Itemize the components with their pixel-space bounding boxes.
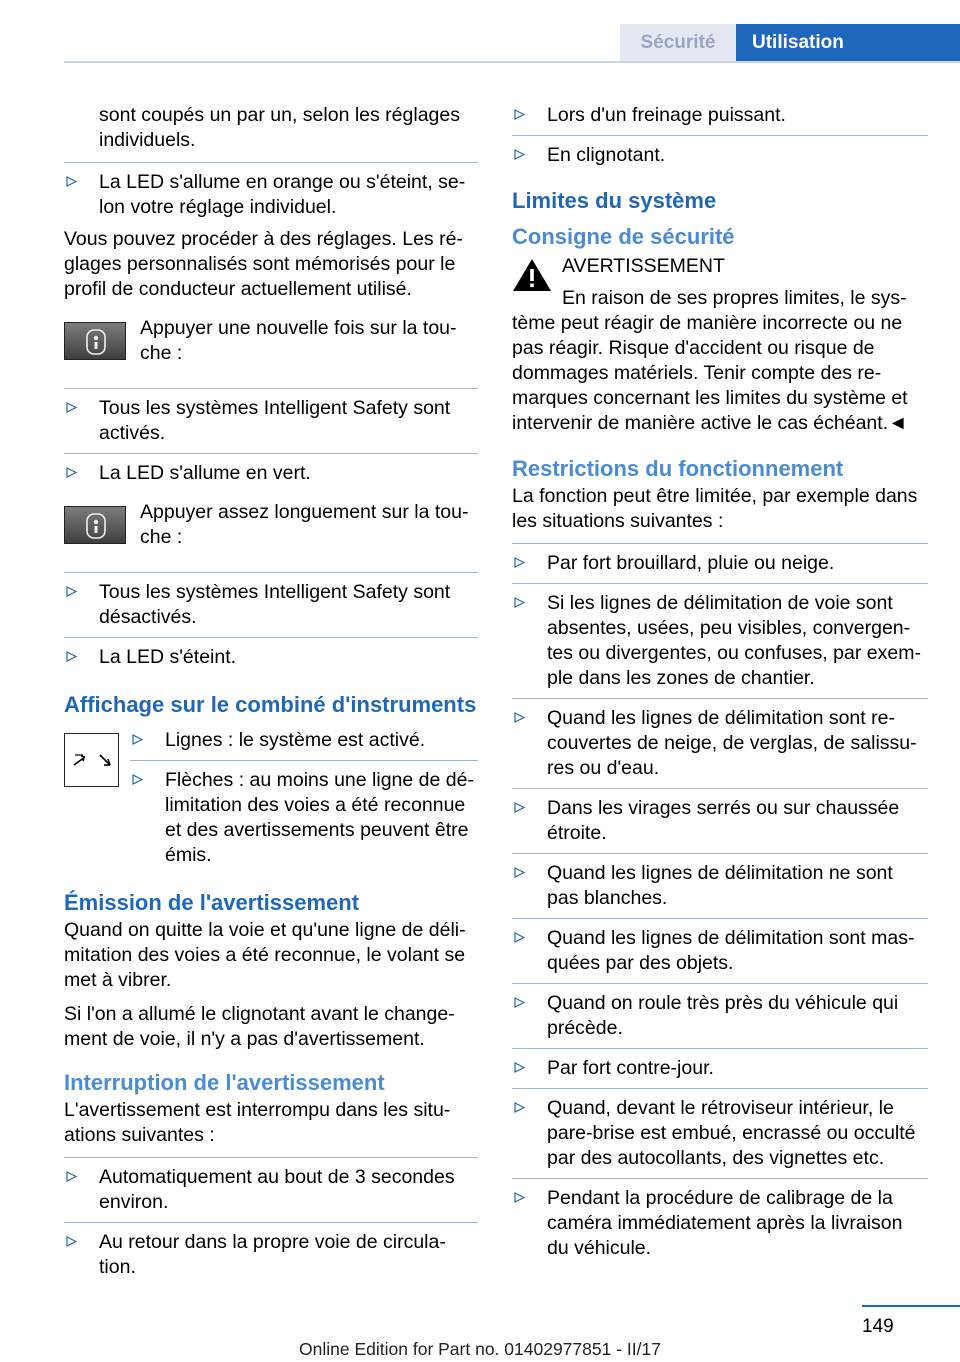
triangle-bullet-icon [514, 557, 525, 568]
subsection-heading: Restrictions du fonctionnement [512, 456, 844, 481]
triangle-bullet-icon [66, 402, 77, 413]
paragraph: Quand on quitte la voie et qu'une ligne de déli-mitation des voies a été reconnue, le volant se met à vibrer. [64, 919, 466, 991]
paragraph: Si l'on a allumé le clignotant avant le change-ment de voie, il n'y a pas d'avertissement. [64, 1003, 455, 1050]
triangle-bullet-icon [514, 597, 525, 608]
triangle-bullet-icon [66, 467, 77, 478]
list-item: Automatiquement au bout de 3 secondes environ. [64, 1165, 478, 1215]
button-instruction [64, 316, 478, 380]
bullet-divider [130, 760, 478, 761]
bullet-divider [64, 453, 478, 454]
triangle-bullet-icon [132, 734, 143, 745]
subsection-heading: Interruption de l'avertissement [64, 1070, 385, 1095]
bullet-divider [512, 543, 928, 544]
warning-text-first-line: En raison de ses propres limites, le sys- [562, 287, 907, 309]
triangle-bullet-icon [514, 109, 525, 120]
list-item: Dans les virages serrés ou sur chaussée étroite. [512, 796, 928, 846]
triangle-bullet-icon [514, 932, 525, 943]
list-item: Tous les systèmes Intelligent Safety sont activés. [64, 396, 478, 446]
list-item: Tous les systèmes Intelligent Safety sont désactivés. [64, 580, 478, 630]
bullet-divider [512, 788, 928, 789]
list-item: Lors d'un freinage puissant. [512, 103, 928, 128]
bullet-divider [512, 135, 928, 136]
section-heading: Émission de l'avertissement [64, 890, 360, 915]
section-heading: Affichage sur le combiné d'instruments [64, 692, 477, 717]
paragraph: La fonction peut être limitée, par exemple dans les situations suivantes : [512, 485, 918, 532]
list-item: Lignes : le système est activé. [130, 728, 478, 753]
warning-text: tème peut réagir de manière incorrecte ou ne pas réagir. Risque d'accident ou risque de dommages matériels. Tenir compte des re-marques concernant les limites du système et intervenir de manière active le cas échéant.◄ [512, 312, 908, 434]
section-heading: Limites du système [512, 188, 717, 213]
warning-triangle-icon [512, 258, 552, 292]
triangle-bullet-icon [66, 1171, 77, 1182]
triangle-bullet-icon [514, 1192, 525, 1203]
bullet-divider [512, 853, 928, 854]
bullet-divider [512, 583, 928, 584]
page-number: 149 [862, 1316, 894, 1337]
chapter-tab: Utilisation [736, 24, 960, 62]
triangle-bullet-icon [514, 712, 525, 723]
header-rule [64, 61, 960, 63]
continued-bullet-text: sont coupés un par un, selon les réglages individuels. [99, 104, 460, 151]
triangle-bullet-icon [66, 1236, 77, 1247]
left-column [64, 103, 478, 1287]
footer-rule [862, 1305, 960, 1307]
bullet-divider [64, 572, 478, 573]
subsection-heading: Consigne de sécurité [512, 224, 735, 249]
instruction-text: Appuyer une nouvelle fois sur la tou-che : [140, 317, 457, 364]
right-column [512, 103, 928, 1268]
list-item: Flèches : au moins une ligne de dé-limitation des voies a été reconnue et des avertissements peuvent être émis. [130, 768, 478, 868]
paragraph: L'avertissement est interrompu dans les situ-ations suivantes : [64, 1099, 451, 1146]
triangle-bullet-icon [514, 867, 525, 878]
list-item: La LED s'allume en orange ou s'éteint, se-lon votre réglage individuel. [64, 170, 478, 220]
triangle-bullet-icon [514, 997, 525, 1008]
list-item: Quand on roule très près du véhicule qui précède. [512, 991, 928, 1041]
intelligent-safety-button-icon [64, 322, 126, 360]
triangle-bullet-icon [514, 1102, 525, 1113]
button-instruction [64, 500, 478, 564]
list-item: Pendant la procédure de calibrage de la caméra immédiatement après la livraison du véhicule. [512, 1186, 928, 1261]
triangle-bullet-icon [66, 586, 77, 597]
triangle-bullet-icon [514, 149, 525, 160]
bullet-divider [512, 1178, 928, 1179]
triangle-bullet-icon [66, 651, 77, 662]
list-item: Si les lignes de délimitation de voie sont absentes, usées, peu visibles, convergen-tes ou divergentes, ou confuses, par exem-ple dans les zones de chantier. [512, 591, 928, 691]
warning-block [512, 254, 928, 436]
bullet-divider [64, 637, 478, 638]
bullet-divider [64, 1157, 478, 1158]
list-item: Quand les lignes de délimitation sont mas-quées par des objets. [512, 926, 928, 976]
paragraph: Vous pouvez procéder à des réglages. Les ré-glages personnalisés sont mémorisés pour le profil de conducteur actuellement utilisé. [64, 228, 463, 300]
section-tab: Sécurité [620, 24, 736, 62]
bullet-divider [512, 1088, 928, 1089]
list-item: Au retour dans la propre voie de circula-tion. [64, 1230, 478, 1280]
intelligent-safety-button-icon [64, 506, 126, 544]
bullet-divider [512, 698, 928, 699]
bullet-divider [64, 1222, 478, 1223]
warning-title: AVERTISSEMENT [562, 255, 725, 277]
list-item: La LED s'allume en vert. [64, 461, 478, 486]
list-item: Par fort brouillard, pluie ou neige. [512, 551, 928, 576]
edition-footer: Online Edition for Part no. 01402977851 - II/17 [299, 1339, 661, 1359]
lane-lines-display-icon [64, 733, 119, 787]
list-item: Quand, devant le rétroviseur intérieur, le pare-brise est embué, encrassé ou occulté par des autocollants, des vignettes etc. [512, 1096, 928, 1171]
bullet-divider [512, 1048, 928, 1049]
bullet-divider [512, 918, 928, 919]
instruction-text: Appuyer assez longuement sur la tou-che : [140, 501, 469, 548]
triangle-bullet-icon [132, 774, 143, 785]
triangle-bullet-icon [514, 1062, 525, 1073]
list-item: Quand les lignes de délimitation sont re-couvertes de neige, de verglas, de salissu-res ou d'eau. [512, 706, 928, 781]
list-item: Quand les lignes de délimitation ne sont pas blanches. [512, 861, 928, 911]
triangle-bullet-icon [514, 802, 525, 813]
triangle-bullet-icon [66, 176, 77, 187]
list-item: Par fort contre-jour. [512, 1056, 928, 1081]
display-description [64, 728, 478, 868]
bullet-divider [512, 983, 928, 984]
list-item: La LED s'éteint. [64, 645, 478, 670]
list-item: En clignotant. [512, 143, 928, 168]
bullet-divider [64, 162, 478, 163]
bullet-divider [64, 388, 478, 389]
